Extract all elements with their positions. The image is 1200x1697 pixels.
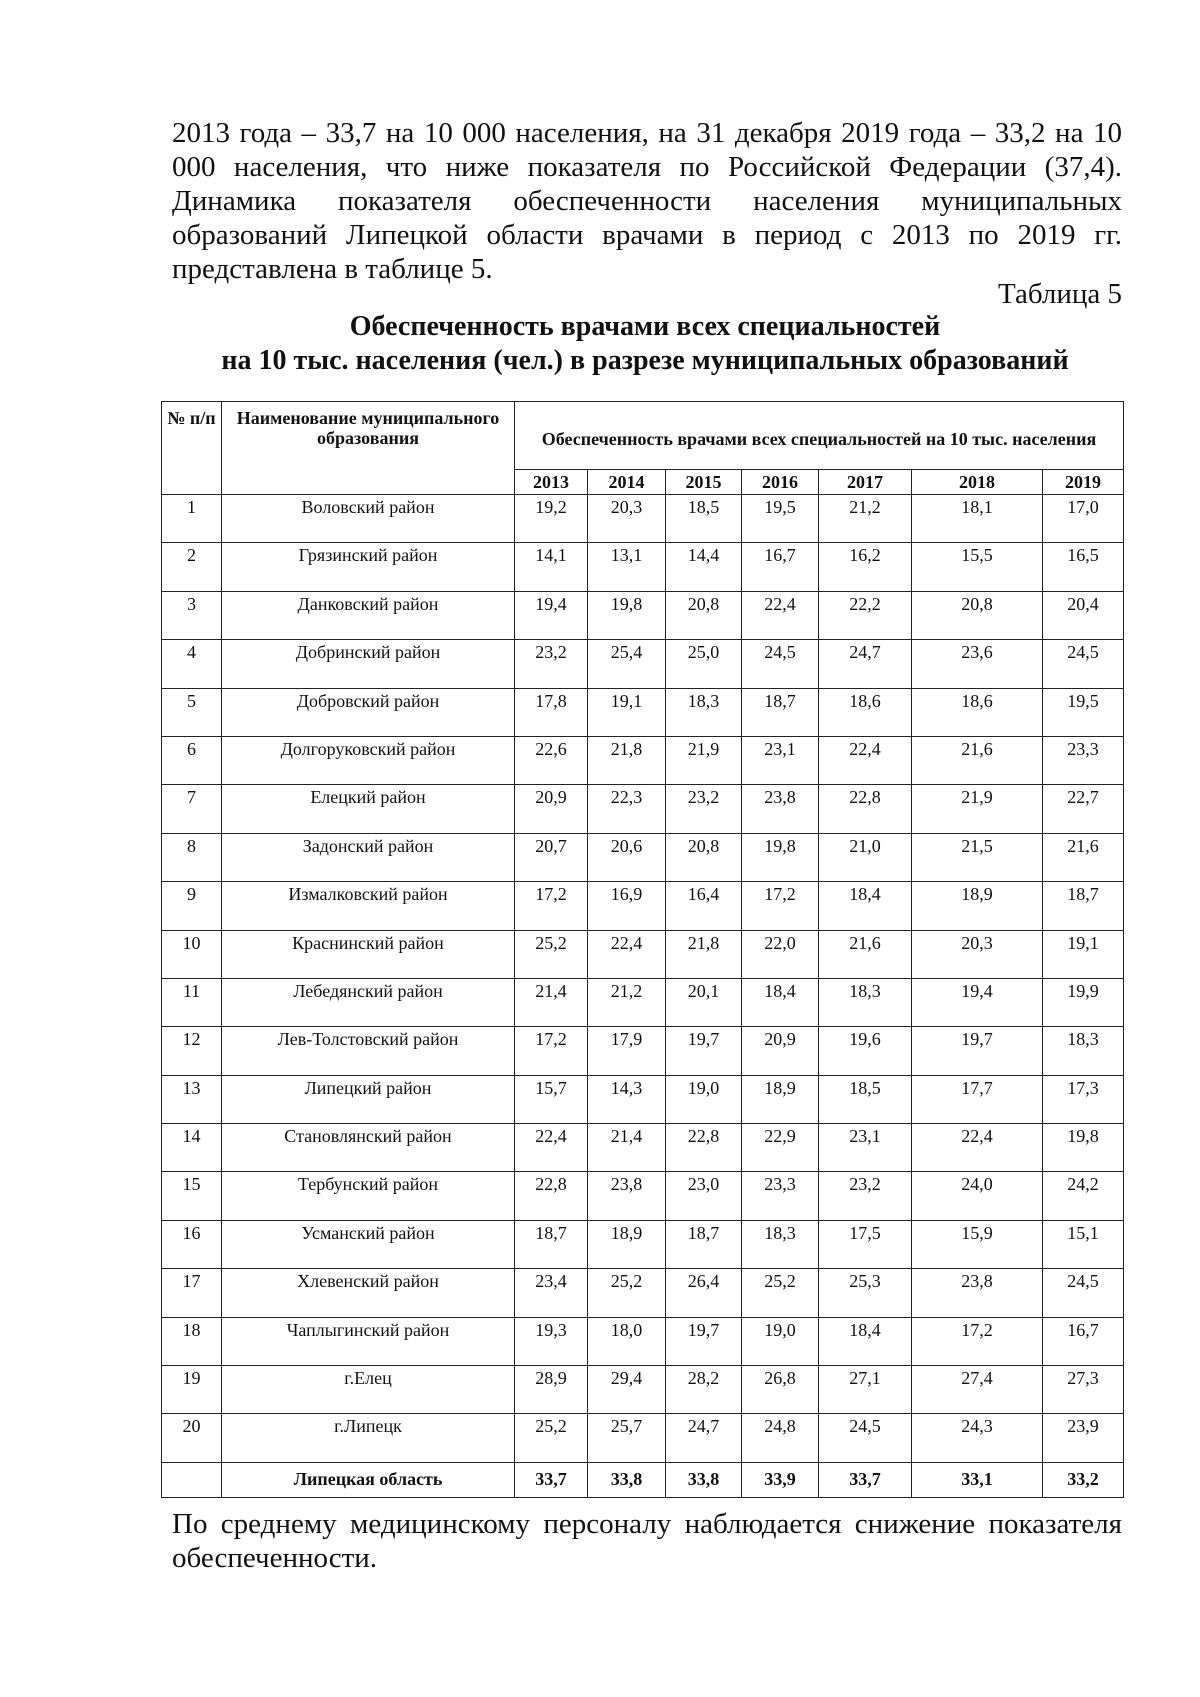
row-value: 15,1 <box>1043 1220 1124 1268</box>
total-value: 33,1 <box>912 1462 1043 1497</box>
table-title-line-1: Обеспеченность врачами всех специальностей <box>349 311 941 342</box>
row-value: 20,7 <box>515 833 588 881</box>
row-name: Усманский район <box>222 1220 515 1268</box>
row-value: 25,3 <box>819 1269 912 1317</box>
header-year: 2015 <box>666 470 742 495</box>
row-value: 21,9 <box>912 785 1043 833</box>
row-value: 24,5 <box>1043 640 1124 688</box>
row-value: 19,8 <box>1043 1124 1124 1172</box>
row-value: 22,9 <box>742 1124 819 1172</box>
row-value: 21,6 <box>819 930 912 978</box>
row-value: 24,2 <box>1043 1172 1124 1220</box>
table-row <box>162 1317 1124 1365</box>
row-name: Задонский район <box>222 833 515 881</box>
row-value: 19,1 <box>588 688 666 736</box>
row-name: Лев-Толстовский район <box>222 1027 515 1075</box>
row-value: 17,9 <box>588 1027 666 1075</box>
row-value: 19,3 <box>515 1317 588 1365</box>
table-body <box>162 495 1124 1463</box>
total-value: 33,7 <box>819 1462 912 1497</box>
row-value: 21,4 <box>588 1124 666 1172</box>
row-num: 20 <box>162 1414 222 1462</box>
row-value: 24,5 <box>742 640 819 688</box>
row-value: 29,4 <box>588 1366 666 1414</box>
row-value: 18,4 <box>819 882 912 930</box>
header-year: 2018 <box>912 470 1043 495</box>
row-name: Тербунский район <box>222 1172 515 1220</box>
row-value: 17,2 <box>515 1027 588 1075</box>
table-title-line-2: на 10 тыс. населения (чел.) в разрезе муниципальных образований <box>221 345 1069 376</box>
table-row <box>162 833 1124 881</box>
row-value: 18,4 <box>742 978 819 1026</box>
table-row <box>162 543 1124 591</box>
row-num: 10 <box>162 930 222 978</box>
table-footer <box>162 1462 1124 1497</box>
row-value: 17,7 <box>912 1075 1043 1123</box>
table-row <box>162 1027 1124 1075</box>
table-row <box>162 1172 1124 1220</box>
row-value: 17,2 <box>515 882 588 930</box>
row-value: 23,6 <box>912 640 1043 688</box>
row-value: 23,1 <box>819 1124 912 1172</box>
row-value: 14,3 <box>588 1075 666 1123</box>
row-value: 18,7 <box>742 688 819 736</box>
total-value: 33,8 <box>666 1462 742 1497</box>
total-name: Липецкая область <box>222 1462 515 1497</box>
row-name: Данковский район <box>222 591 515 639</box>
header-year: 2014 <box>588 470 666 495</box>
row-value: 18,5 <box>666 495 742 543</box>
row-value: 21,4 <box>515 978 588 1026</box>
row-value: 19,5 <box>1043 688 1124 736</box>
table-title <box>160 310 1130 378</box>
row-value: 14,1 <box>515 543 588 591</box>
row-value: 18,5 <box>819 1075 912 1123</box>
row-value: 22,0 <box>742 930 819 978</box>
row-name: Добринский район <box>222 640 515 688</box>
row-value: 16,7 <box>1043 1317 1124 1365</box>
row-value: 18,7 <box>1043 882 1124 930</box>
table-row <box>162 640 1124 688</box>
row-value: 20,9 <box>515 785 588 833</box>
row-value: 27,4 <box>912 1366 1043 1414</box>
row-value: 20,8 <box>666 833 742 881</box>
row-value: 19,4 <box>515 591 588 639</box>
table-row <box>162 1366 1124 1414</box>
row-value: 19,8 <box>742 833 819 881</box>
row-value: 21,5 <box>912 833 1043 881</box>
row-name: Добровский район <box>222 688 515 736</box>
row-value: 18,6 <box>912 688 1043 736</box>
row-value: 25,2 <box>515 1414 588 1462</box>
row-value: 22,7 <box>1043 785 1124 833</box>
row-name: Краснинский район <box>222 930 515 978</box>
row-value: 19,7 <box>666 1317 742 1365</box>
row-value: 23,8 <box>588 1172 666 1220</box>
total-num <box>162 1462 222 1497</box>
header-year: 2013 <box>515 470 588 495</box>
row-value: 21,0 <box>819 833 912 881</box>
row-value: 22,4 <box>912 1124 1043 1172</box>
table-row <box>162 1075 1124 1123</box>
intro-paragraph: 2013 года – 33,7 на 10 000 населения, на 31 декабря 2019 года – 33,2 на 10 000 населения, что ниже показателя по Российской Федерации (37,4). Динамика показателя обеспеченности населения муниципальных образований Липецкой области врачами в период с 2013 по 2019 гг. представлена в таблице 5. <box>172 117 1122 285</box>
row-value: 25,0 <box>666 640 742 688</box>
row-num: 17 <box>162 1269 222 1317</box>
row-value: 22,4 <box>515 1124 588 1172</box>
row-value: 22,2 <box>819 591 912 639</box>
row-value: 18,3 <box>742 1220 819 1268</box>
row-value: 23,3 <box>1043 736 1124 784</box>
row-value: 21,8 <box>666 930 742 978</box>
row-value: 25,7 <box>588 1414 666 1462</box>
row-value: 22,8 <box>515 1172 588 1220</box>
row-value: 18,6 <box>819 688 912 736</box>
row-value: 16,7 <box>742 543 819 591</box>
row-value: 22,3 <box>588 785 666 833</box>
row-num: 14 <box>162 1124 222 1172</box>
row-num: 15 <box>162 1172 222 1220</box>
table-row <box>162 930 1124 978</box>
row-value: 20,4 <box>1043 591 1124 639</box>
table-row <box>162 882 1124 930</box>
row-value: 14,4 <box>666 543 742 591</box>
row-value: 24,8 <box>742 1414 819 1462</box>
row-name: г.Елец <box>222 1366 515 1414</box>
header-num: № п/п <box>162 402 222 495</box>
row-value: 26,8 <box>742 1366 819 1414</box>
row-value: 21,2 <box>588 978 666 1026</box>
row-value: 27,3 <box>1043 1366 1124 1414</box>
row-value: 13,1 <box>588 543 666 591</box>
row-value: 24,7 <box>819 640 912 688</box>
row-value: 19,7 <box>666 1027 742 1075</box>
table-row <box>162 1220 1124 1268</box>
row-num: 1 <box>162 495 222 543</box>
row-num: 7 <box>162 785 222 833</box>
row-value: 26,4 <box>666 1269 742 1317</box>
row-value: 17,2 <box>742 882 819 930</box>
row-value: 25,2 <box>742 1269 819 1317</box>
row-name: Долгоруковский район <box>222 736 515 784</box>
row-value: 28,2 <box>666 1366 742 1414</box>
table-header <box>162 402 1124 495</box>
row-value: 20,3 <box>912 930 1043 978</box>
row-value: 23,8 <box>742 785 819 833</box>
row-value: 21,9 <box>666 736 742 784</box>
row-name: Липецкий район <box>222 1075 515 1123</box>
row-name: Измалковский район <box>222 882 515 930</box>
physicians-table <box>161 401 1124 1498</box>
row-name: Хлевенский район <box>222 1269 515 1317</box>
table-row <box>162 1124 1124 1172</box>
row-value: 23,2 <box>515 640 588 688</box>
row-value: 17,2 <box>912 1317 1043 1365</box>
row-value: 19,0 <box>742 1317 819 1365</box>
row-value: 19,8 <box>588 591 666 639</box>
total-value: 33,7 <box>515 1462 588 1497</box>
row-value: 19,4 <box>912 978 1043 1026</box>
row-num: 3 <box>162 591 222 639</box>
row-value: 27,1 <box>819 1366 912 1414</box>
row-value: 20,8 <box>912 591 1043 639</box>
table-row <box>162 495 1124 543</box>
row-name: Воловский район <box>222 495 515 543</box>
table-row <box>162 591 1124 639</box>
row-name: Лебедянский район <box>222 978 515 1026</box>
row-value: 25,2 <box>588 1269 666 1317</box>
row-value: 23,0 <box>666 1172 742 1220</box>
row-value: 18,3 <box>819 978 912 1026</box>
table-row <box>162 736 1124 784</box>
row-num: 5 <box>162 688 222 736</box>
row-value: 23,8 <box>912 1269 1043 1317</box>
row-value: 19,5 <box>742 495 819 543</box>
row-value: 24,5 <box>1043 1269 1124 1317</box>
row-num: 11 <box>162 978 222 1026</box>
row-num: 16 <box>162 1220 222 1268</box>
row-value: 16,4 <box>666 882 742 930</box>
row-value: 17,5 <box>819 1220 912 1268</box>
table-row <box>162 978 1124 1026</box>
row-value: 18,4 <box>819 1317 912 1365</box>
row-value: 22,6 <box>515 736 588 784</box>
row-num: 19 <box>162 1366 222 1414</box>
row-value: 23,3 <box>742 1172 819 1220</box>
row-value: 19,2 <box>515 495 588 543</box>
row-value: 25,2 <box>515 930 588 978</box>
total-row <box>162 1462 1124 1497</box>
row-value: 18,9 <box>588 1220 666 1268</box>
row-value: 20,9 <box>742 1027 819 1075</box>
row-num: 2 <box>162 543 222 591</box>
row-value: 24,7 <box>666 1414 742 1462</box>
row-value: 19,7 <box>912 1027 1043 1075</box>
row-value: 19,6 <box>819 1027 912 1075</box>
row-value: 17,8 <box>515 688 588 736</box>
row-name: Грязинский район <box>222 543 515 591</box>
row-name: Елецкий район <box>222 785 515 833</box>
row-value: 16,9 <box>588 882 666 930</box>
row-value: 28,9 <box>515 1366 588 1414</box>
row-name: Чаплыгинский район <box>222 1317 515 1365</box>
row-value: 22,4 <box>588 930 666 978</box>
row-value: 22,4 <box>819 736 912 784</box>
row-num: 13 <box>162 1075 222 1123</box>
row-value: 21,6 <box>912 736 1043 784</box>
row-value: 21,8 <box>588 736 666 784</box>
row-num: 18 <box>162 1317 222 1365</box>
row-value: 22,8 <box>819 785 912 833</box>
row-value: 24,0 <box>912 1172 1043 1220</box>
row-value: 18,3 <box>1043 1027 1124 1075</box>
row-value: 23,2 <box>819 1172 912 1220</box>
row-value: 16,5 <box>1043 543 1124 591</box>
total-value: 33,2 <box>1043 1462 1124 1497</box>
row-value: 19,9 <box>1043 978 1124 1026</box>
row-name: г.Липецк <box>222 1414 515 1462</box>
row-value: 15,7 <box>515 1075 588 1123</box>
row-value: 23,4 <box>515 1269 588 1317</box>
row-value: 22,4 <box>742 591 819 639</box>
row-value: 19,1 <box>1043 930 1124 978</box>
row-value: 18,3 <box>666 688 742 736</box>
row-value: 15,9 <box>912 1220 1043 1268</box>
row-value: 24,3 <box>912 1414 1043 1462</box>
table-row <box>162 785 1124 833</box>
header-name: Наименование муниципального образования <box>222 402 515 495</box>
row-name: Становлянский район <box>222 1124 515 1172</box>
row-value: 21,6 <box>1043 833 1124 881</box>
row-value: 20,6 <box>588 833 666 881</box>
row-value: 20,3 <box>588 495 666 543</box>
row-value: 23,9 <box>1043 1414 1124 1462</box>
closing-paragraph: По среднему медицинскому персоналу наблюдается снижение показателя обеспеченности. <box>172 1508 1122 1574</box>
row-value: 18,0 <box>588 1317 666 1365</box>
row-value: 20,1 <box>666 978 742 1026</box>
row-value: 18,7 <box>666 1220 742 1268</box>
row-value: 24,5 <box>819 1414 912 1462</box>
table-caption: Таблица 5 <box>997 278 1122 310</box>
row-num: 4 <box>162 640 222 688</box>
row-value: 23,2 <box>666 785 742 833</box>
row-value: 18,1 <box>912 495 1043 543</box>
row-value: 21,2 <box>819 495 912 543</box>
row-value: 17,3 <box>1043 1075 1124 1123</box>
row-value: 17,0 <box>1043 495 1124 543</box>
row-num: 8 <box>162 833 222 881</box>
row-value: 22,8 <box>666 1124 742 1172</box>
table-row <box>162 688 1124 736</box>
row-value: 20,8 <box>666 591 742 639</box>
row-value: 23,1 <box>742 736 819 784</box>
total-value: 33,9 <box>742 1462 819 1497</box>
header-year: 2019 <box>1043 470 1124 495</box>
header-group: Обеспеченность врачами всех специальностей на 10 тыс. населения <box>515 402 1124 470</box>
row-value: 16,2 <box>819 543 912 591</box>
table-row <box>162 1269 1124 1317</box>
row-value: 25,4 <box>588 640 666 688</box>
row-value: 18,7 <box>515 1220 588 1268</box>
row-value: 18,9 <box>912 882 1043 930</box>
row-num: 6 <box>162 736 222 784</box>
row-value: 18,9 <box>742 1075 819 1123</box>
header-year: 2016 <box>742 470 819 495</box>
total-value: 33,8 <box>588 1462 666 1497</box>
table-row <box>162 1414 1124 1462</box>
row-num: 9 <box>162 882 222 930</box>
row-value: 19,0 <box>666 1075 742 1123</box>
row-value: 15,5 <box>912 543 1043 591</box>
header-year: 2017 <box>819 470 912 495</box>
row-num: 12 <box>162 1027 222 1075</box>
